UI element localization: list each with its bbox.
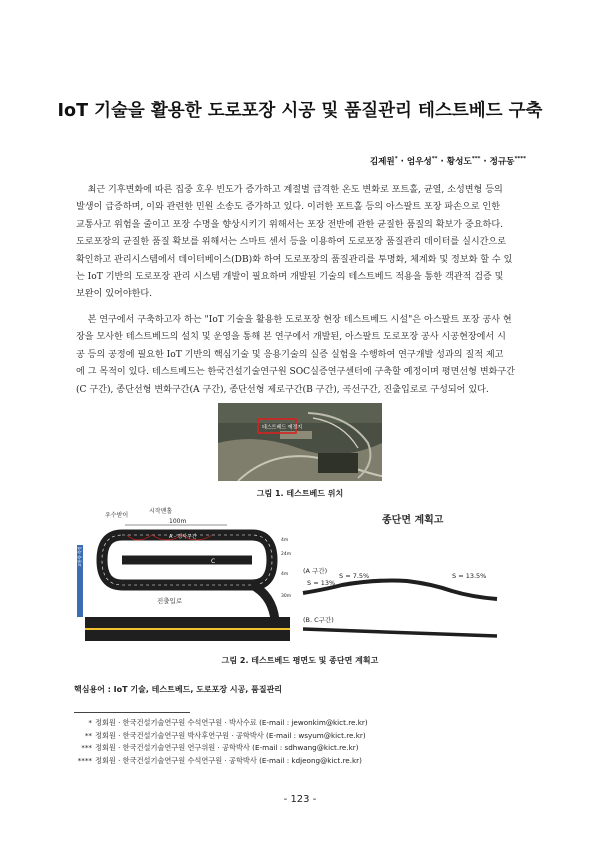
footnote-mark: ****	[77, 755, 92, 765]
author-mark: ****	[514, 156, 526, 163]
width-label: 4m	[281, 572, 289, 577]
profile-c-label: (B. C구간)	[303, 616, 334, 624]
footnote	[72, 717, 368, 730]
text-line: 공 등의 공정에 필요한 IoT 기반의 핵심기술 및 응용기술의 실증 실험을 수행하여 연구개발 성과의 질적 제고	[76, 349, 504, 360]
author-separator: ·	[437, 157, 447, 167]
paragraph-intro	[76, 182, 526, 304]
footnote	[72, 730, 368, 743]
photo-field	[218, 403, 382, 423]
width-label: 4m	[281, 538, 289, 543]
side-strip-label: 교통량 측정 진출입로	[77, 529, 82, 567]
author-name: 엄우성	[406, 157, 432, 167]
text-line: 장을 모사한 테스트베드의 설치 및 운영을 통해 본 연구에서 개발된, 아스팔트 도로포장 공사 시공현장에서 시	[76, 332, 506, 343]
text-line: 확인하고 관리시스템에서 데이터베이스(DB)화 하여 도로포장의 품질관리를 투명화, 체계화 및 정보화 할 수 있	[76, 254, 513, 265]
author-name: 정규동	[489, 157, 515, 167]
entrance-label: 진출입로	[157, 597, 183, 605]
footnotes	[72, 717, 368, 767]
slope-label: S = 13.5%	[452, 572, 487, 580]
plan-view	[77, 507, 291, 641]
text-line: (C 구간), 종단선형 변화구간(A 구간), 종단선형 제로구간(B 구간), 곡선구간, 진출입로로 구성되어 있다.	[76, 384, 489, 395]
slope-label: S = 13%	[307, 579, 336, 587]
text-line: 본 연구에서 구축하고자 하는 "IoT 기술을 활용한 도로포장 현장 테스트베드 시설"은 아스팔트 포장 공사 현	[76, 315, 512, 325]
profile-title: 종단면 계획고	[382, 515, 444, 526]
author-name: 황성도	[446, 157, 472, 167]
plan-profile-figure	[77, 505, 527, 647]
text-line: 는 IoT 기반의 도로포장 관리 시스템 개발이 필요하며 개발된 기술의 테스트베드 적용을 통한 객관적 검증 및	[76, 272, 504, 283]
aerial-photo	[218, 403, 382, 481]
footnote-text: 정회원 · 한국건설기술연구원 수석연구원 · 박사수료 (E-mail : jewonkim@kict.re.kr)	[95, 718, 368, 727]
section-a-label: A - 경사구간	[169, 534, 197, 540]
author-separator: ·	[397, 157, 407, 167]
profile-view	[303, 513, 497, 636]
width-label: 24m	[281, 552, 292, 557]
gate-label: 시작맨홀	[149, 508, 173, 515]
width-label: 30m	[281, 594, 292, 599]
profile-c-line	[303, 629, 497, 636]
footnote	[72, 742, 368, 755]
page-title: IoT 기술을 활용한 도로포장 시공 및 품질관리 테스트베드 구축	[57, 101, 543, 121]
footnote-mark: **	[84, 730, 92, 740]
text-line: 도로포장의 균질한 품질 확보를 위해서는 스마트 센서 등을 이용하여 도로포장 품질관리 데이터를 실시간으로	[76, 237, 506, 248]
exit-ramp	[252, 585, 275, 620]
text-line: 발생이 급증하며, 이와 관련한 민원 소송도 증가하고 있다. 이러한 포트홀 등의 아스팔트 포장 파손으로 인한	[76, 202, 500, 213]
footnote	[72, 755, 368, 768]
footnote-divider	[74, 712, 190, 713]
author-mark: *	[394, 156, 398, 163]
photo-lot	[318, 453, 358, 473]
text-line: 최근 기후변화에 따른 집중 호우 빈도가 증가하고 계절별 급격한 온도 변화로 포트홀, 균열, 소성변형 등의	[76, 185, 503, 195]
length-label: 100m	[169, 518, 187, 525]
figure1-caption: 그림 1. 테스트베드 위치	[256, 489, 344, 498]
text-line: 교통사고 위험을 줄이고 포장 수명을 향상시키기 위해서는 포장 전반에 관한 균질한 품질의 확보가 중요하다.	[76, 219, 503, 230]
drain-label: 우수받이	[105, 512, 129, 519]
page-number: - 123 -	[283, 794, 317, 805]
text-line: 에 그 목적이 있다. 테스트베드는 한국건설기술연구원 SOC실증연구센터에 구축할 예정이며 평면선형 변화구간	[76, 367, 515, 378]
author-name: 김제원	[369, 157, 395, 167]
figure2-caption: 그림 2. 테스트베드 평면도 및 종단면 계획고	[221, 656, 379, 665]
author-list	[370, 155, 526, 167]
footnote-text: 정회원 · 한국건설기술연구원 수석연구원 · 공학박사 (E-mail : kdjeong@kict.re.kr)	[95, 755, 362, 765]
profile-a-label: (A 구간)	[303, 567, 328, 575]
text-line: 보완이 있어야한다.	[76, 289, 153, 300]
paragraph-purpose	[76, 312, 526, 399]
footnote-text: 정회원 · 한국건설기술연구원 박사후연구원 · 공학박사 (E-mail : wsyum@kict.re.kr)	[95, 730, 366, 740]
author-separator: ·	[480, 157, 490, 167]
keywords: 핵심용어 : IoT 기술, 테스트베드, 도로포장 시공, 품질관리	[74, 685, 283, 694]
footnote-mark: ***	[81, 743, 92, 752]
author-mark: **	[431, 156, 438, 163]
slope-label: S = 7.5%	[339, 572, 370, 580]
author-mark: ***	[471, 156, 481, 163]
footnote-mark: *	[88, 718, 92, 727]
section-c-label: C	[211, 558, 216, 565]
section-b-label: B	[184, 569, 189, 576]
site-label: 테스트베드 예정지	[262, 424, 303, 431]
footnote-text: 정회원 · 한국건설기술연구원 연구위원 · 공학박사 (E-mail : sdhwang@kict.re.kr)	[95, 743, 359, 752]
